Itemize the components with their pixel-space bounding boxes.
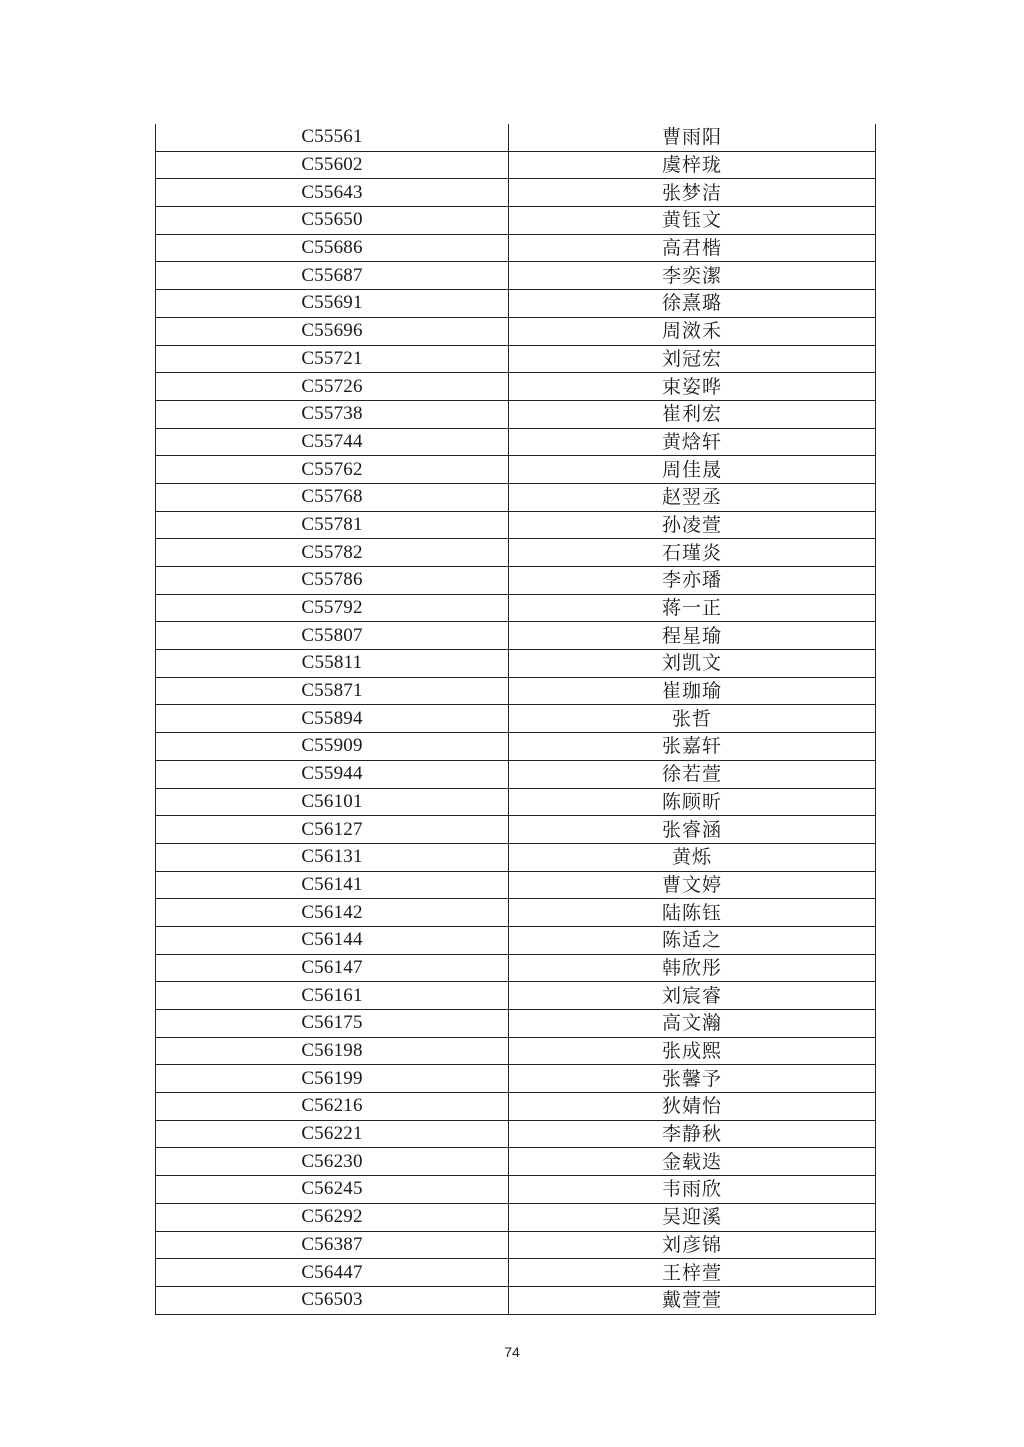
candidate-id-cell: C56101 — [156, 788, 509, 816]
table-row — [156, 982, 876, 1010]
candidate-id-cell: C56131 — [156, 843, 509, 871]
candidate-name-cell: 刘彦锦 — [509, 1231, 876, 1259]
candidate-name-cell: 王梓萱 — [509, 1259, 876, 1287]
candidate-id-cell: C55721 — [156, 345, 509, 373]
candidate-id-cell: C55781 — [156, 511, 509, 539]
candidate-name-cell: 金载迭 — [509, 1148, 876, 1176]
candidate-name-cell: 李亦璠 — [509, 567, 876, 595]
candidate-name-cell: 韩欣彤 — [509, 954, 876, 982]
candidate-id-cell: C55561 — [156, 124, 509, 151]
candidate-id-cell: C56198 — [156, 1037, 509, 1065]
table-row — [156, 1286, 876, 1314]
table-row — [156, 816, 876, 844]
candidate-id-cell: C56147 — [156, 954, 509, 982]
candidate-id-cell: C55686 — [156, 234, 509, 262]
table-row — [156, 760, 876, 788]
candidate-id-cell: C55762 — [156, 456, 509, 484]
candidate-name-cell: 韦雨欣 — [509, 1176, 876, 1204]
candidate-name-cell: 陆陈钰 — [509, 899, 876, 927]
table-row — [156, 594, 876, 622]
table-row — [156, 788, 876, 816]
table-row — [156, 1037, 876, 1065]
candidate-id-cell: C56175 — [156, 1010, 509, 1038]
table-row — [156, 373, 876, 401]
candidate-id-cell: C56447 — [156, 1259, 509, 1287]
table-row — [156, 1120, 876, 1148]
candidate-name-cell: 崔利宏 — [509, 400, 876, 428]
candidate-name-cell: 周滧禾 — [509, 317, 876, 345]
candidate-id-cell: C55894 — [156, 705, 509, 733]
candidate-id-cell: C55944 — [156, 760, 509, 788]
candidate-name-cell: 刘凯文 — [509, 650, 876, 678]
table-row — [156, 1203, 876, 1231]
candidate-id-cell: C55811 — [156, 650, 509, 678]
table-row — [156, 124, 876, 151]
candidate-id-cell: C56503 — [156, 1286, 509, 1314]
candidate-id-cell: C56127 — [156, 816, 509, 844]
candidate-name-cell: 陈适之 — [509, 926, 876, 954]
candidate-name-cell: 刘宸睿 — [509, 982, 876, 1010]
table-row — [156, 567, 876, 595]
table-row — [156, 1176, 876, 1204]
candidate-name-cell: 张馨予 — [509, 1065, 876, 1093]
candidate-name-cell: 狄婧怡 — [509, 1093, 876, 1121]
candidate-name-cell: 曹文婷 — [509, 871, 876, 899]
candidate-id-cell: C55602 — [156, 151, 509, 179]
candidate-name-cell: 吴迎溪 — [509, 1203, 876, 1231]
candidate-name-cell: 刘冠宏 — [509, 345, 876, 373]
candidate-name-cell: 高君楷 — [509, 234, 876, 262]
table-row — [156, 207, 876, 235]
candidate-id-cell: C55738 — [156, 400, 509, 428]
table-row — [156, 428, 876, 456]
table-row — [156, 511, 876, 539]
candidate-name-cell: 张睿涵 — [509, 816, 876, 844]
table-row — [156, 345, 876, 373]
candidate-id-cell: C55807 — [156, 622, 509, 650]
table-row — [156, 151, 876, 179]
candidate-name-cell: 周佳晟 — [509, 456, 876, 484]
table-row — [156, 622, 876, 650]
candidate-id-cell: C55744 — [156, 428, 509, 456]
page-number: 74 — [504, 1344, 520, 1360]
candidate-name-cell: 赵翌丞 — [509, 483, 876, 511]
table-row — [156, 871, 876, 899]
candidate-id-cell: C55792 — [156, 594, 509, 622]
table-row — [156, 1231, 876, 1259]
candidate-id-cell: C56245 — [156, 1176, 509, 1204]
roster-table-body — [156, 124, 876, 1314]
candidate-id-cell: C56216 — [156, 1093, 509, 1121]
table-row — [156, 317, 876, 345]
table-row — [156, 926, 876, 954]
candidate-name-cell: 张哲 — [509, 705, 876, 733]
candidate-name-cell: 高文瀚 — [509, 1010, 876, 1038]
table-row — [156, 650, 876, 678]
candidate-name-cell: 曹雨阳 — [509, 124, 876, 151]
candidate-id-cell: C56141 — [156, 871, 509, 899]
table-row — [156, 262, 876, 290]
candidate-id-cell: C55726 — [156, 373, 509, 401]
candidate-name-cell: 黄钰文 — [509, 207, 876, 235]
candidate-name-cell: 孙凌萱 — [509, 511, 876, 539]
candidate-id-cell: C56144 — [156, 926, 509, 954]
table-row — [156, 1148, 876, 1176]
roster-table-container — [155, 124, 875, 1315]
candidate-id-cell: C56230 — [156, 1148, 509, 1176]
candidate-id-cell: C55650 — [156, 207, 509, 235]
candidate-id-cell: C56142 — [156, 899, 509, 927]
candidate-id-cell: C55687 — [156, 262, 509, 290]
candidate-id-cell: C55691 — [156, 290, 509, 318]
candidate-id-cell: C56221 — [156, 1120, 509, 1148]
candidate-id-cell: C55782 — [156, 539, 509, 567]
candidate-name-cell: 戴萱萱 — [509, 1286, 876, 1314]
candidate-name-cell: 张嘉轩 — [509, 733, 876, 761]
table-row — [156, 677, 876, 705]
candidate-name-cell: 李静秋 — [509, 1120, 876, 1148]
table-row — [156, 400, 876, 428]
candidate-id-cell: C56292 — [156, 1203, 509, 1231]
candidate-id-cell: C55768 — [156, 483, 509, 511]
candidate-id-cell: C55909 — [156, 733, 509, 761]
candidate-id-cell: C55871 — [156, 677, 509, 705]
table-row — [156, 290, 876, 318]
table-row — [156, 1010, 876, 1038]
candidate-name-cell: 陈顾昕 — [509, 788, 876, 816]
candidate-name-cell: 程星瑜 — [509, 622, 876, 650]
table-row — [156, 483, 876, 511]
candidate-name-cell: 李奕潔 — [509, 262, 876, 290]
table-row — [156, 1065, 876, 1093]
table-row — [156, 179, 876, 207]
candidate-name-cell: 张梦洁 — [509, 179, 876, 207]
candidate-name-cell: 黄烁 — [509, 843, 876, 871]
table-row — [156, 1259, 876, 1287]
candidate-name-cell: 束姿晔 — [509, 373, 876, 401]
candidate-name-cell: 黄焓轩 — [509, 428, 876, 456]
table-row — [156, 456, 876, 484]
candidate-name-cell: 张成熙 — [509, 1037, 876, 1065]
table-row — [156, 1093, 876, 1121]
roster-table — [155, 124, 876, 1315]
table-row — [156, 705, 876, 733]
table-row — [156, 843, 876, 871]
candidate-id-cell: C55643 — [156, 179, 509, 207]
table-row — [156, 539, 876, 567]
candidate-name-cell: 石瑾炎 — [509, 539, 876, 567]
candidate-id-cell: C56387 — [156, 1231, 509, 1259]
candidate-name-cell: 徐熹璐 — [509, 290, 876, 318]
table-row — [156, 733, 876, 761]
candidate-id-cell: C55786 — [156, 567, 509, 595]
candidate-name-cell: 徐若萱 — [509, 760, 876, 788]
table-row — [156, 954, 876, 982]
candidate-id-cell: C56199 — [156, 1065, 509, 1093]
table-row — [156, 899, 876, 927]
candidate-name-cell: 崔珈瑜 — [509, 677, 876, 705]
candidate-id-cell: C56161 — [156, 982, 509, 1010]
candidate-name-cell: 蒋一正 — [509, 594, 876, 622]
candidate-name-cell: 虞梓珑 — [509, 151, 876, 179]
table-row — [156, 234, 876, 262]
candidate-id-cell: C55696 — [156, 317, 509, 345]
